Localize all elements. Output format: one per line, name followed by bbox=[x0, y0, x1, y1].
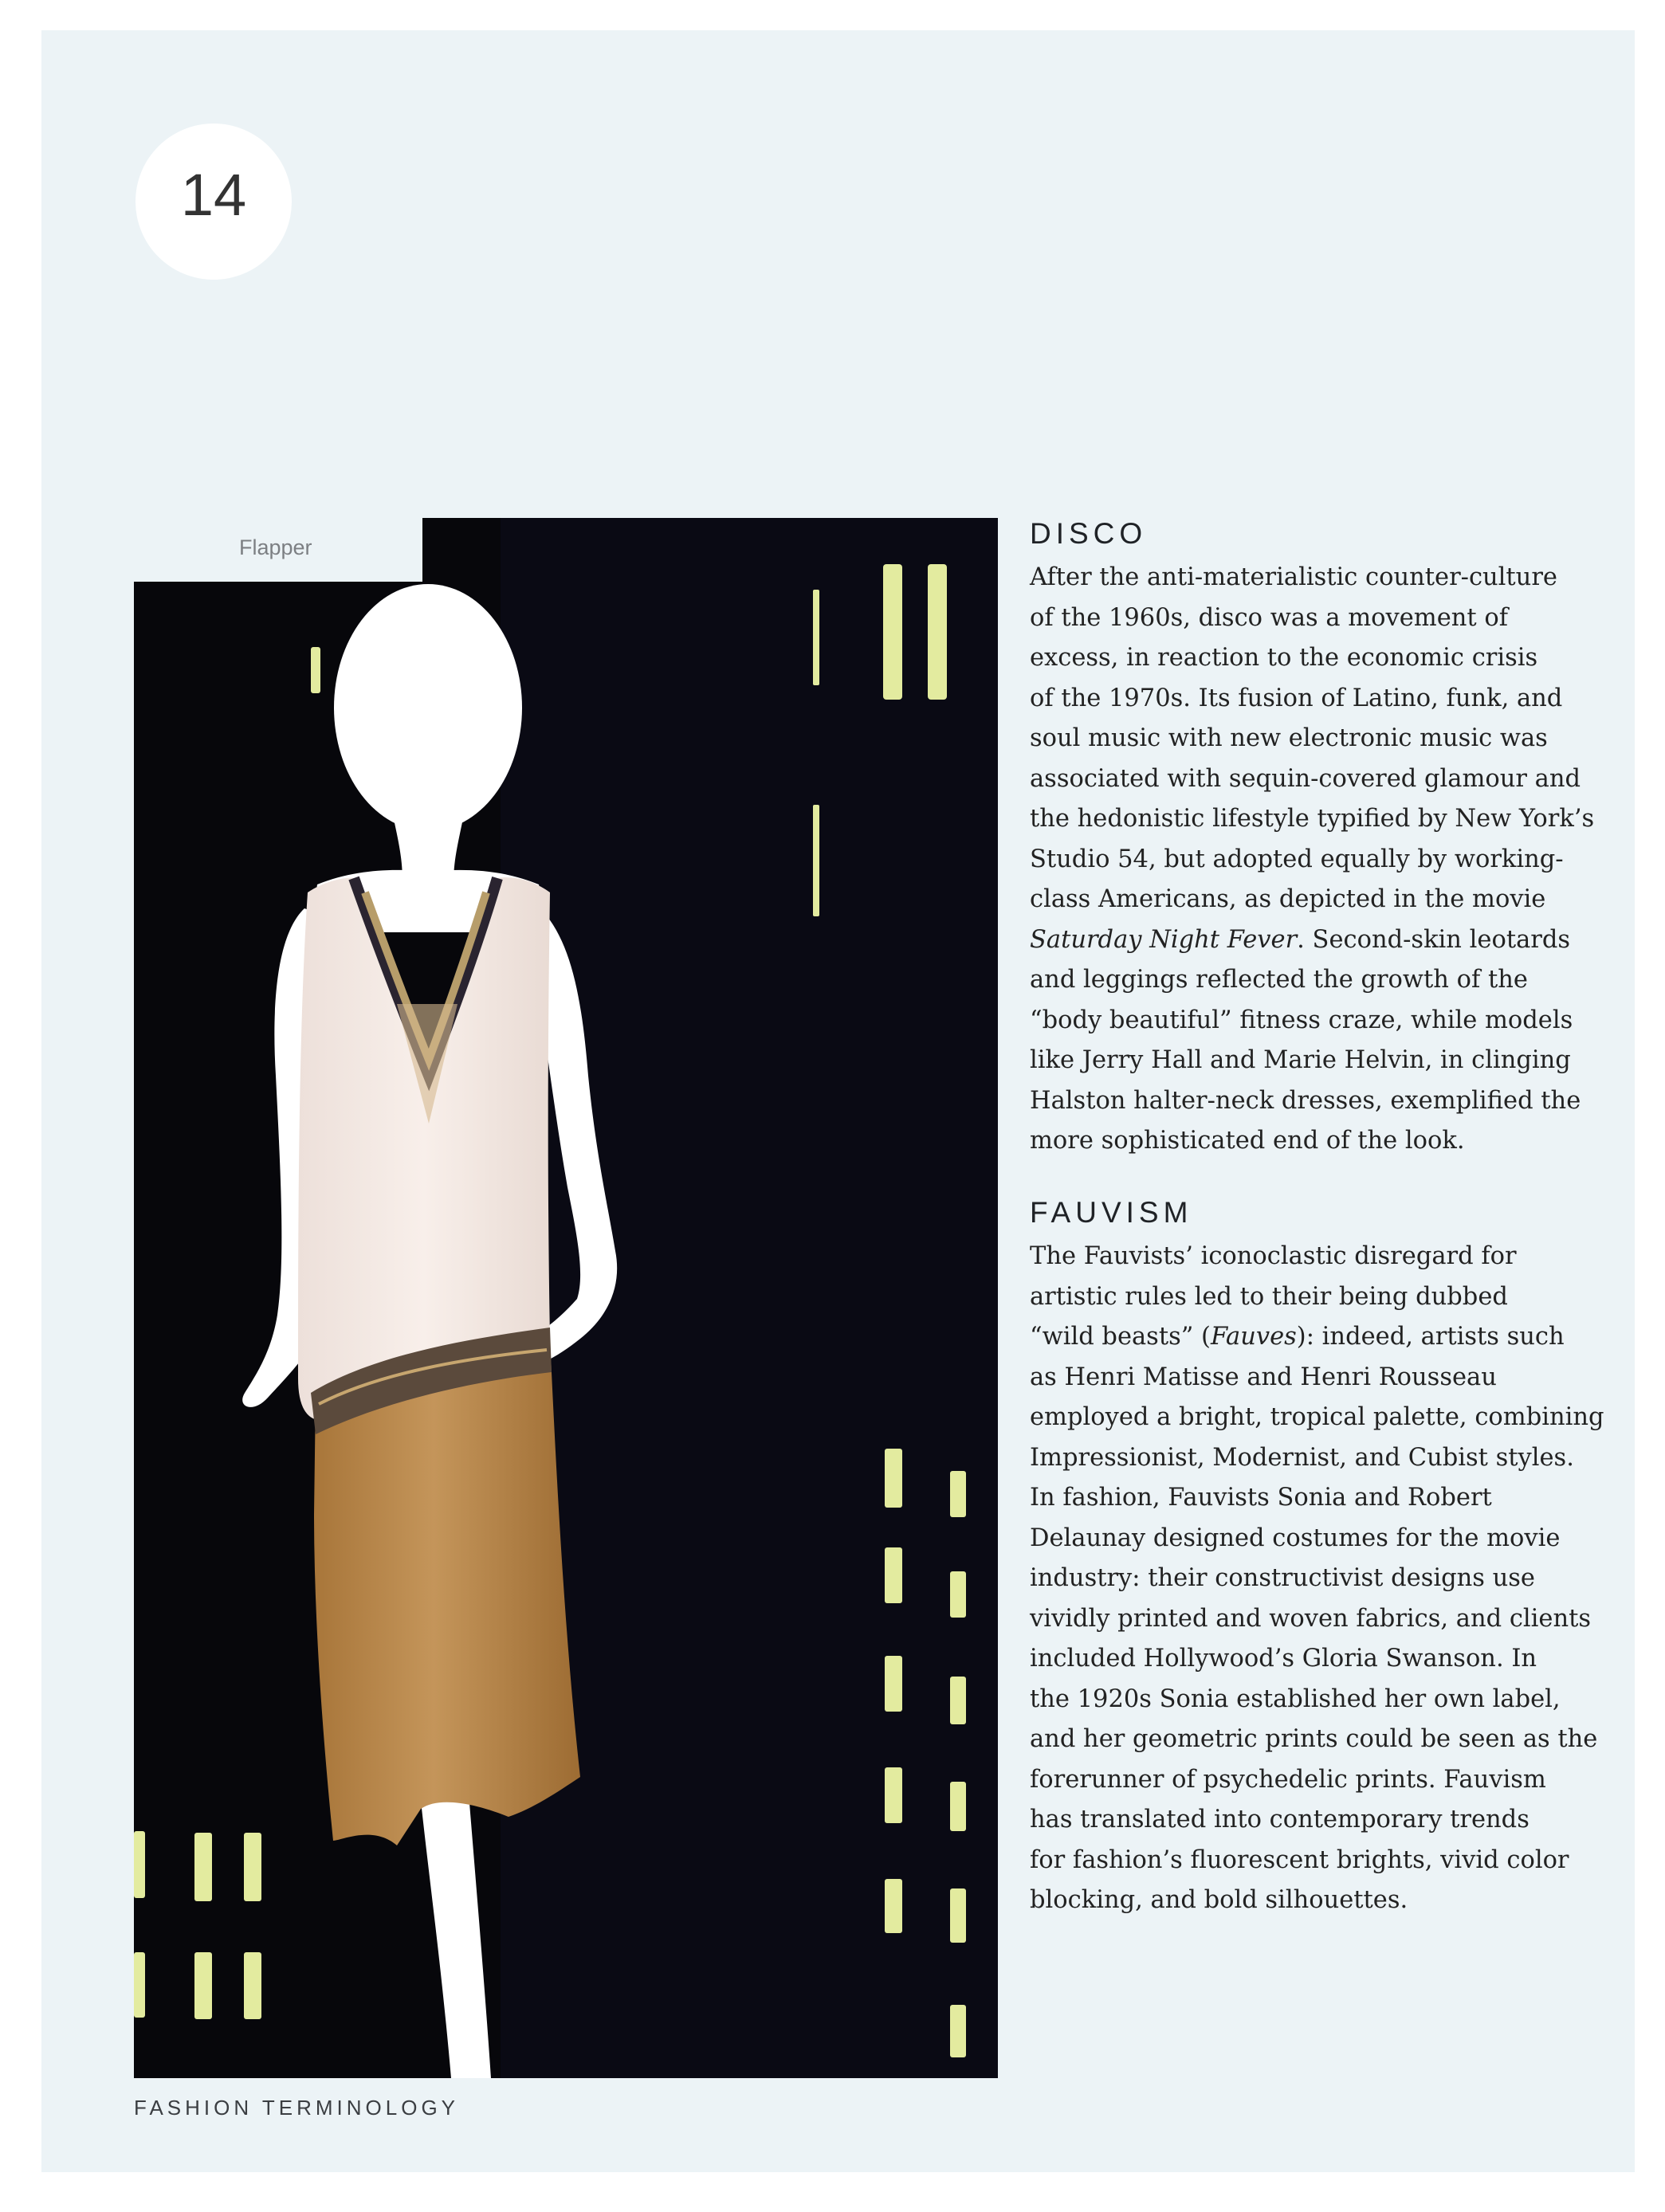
body-line: “wild beasts” (Fauves): indeed, artists such bbox=[1030, 1323, 1565, 1351]
body-line: In fashion, Fauvists Sonia and Robert bbox=[1030, 1484, 1492, 1512]
body-line: blocking, and bold silhouettes. bbox=[1030, 1886, 1408, 1915]
body-line: Saturday Night Fever. Second-skin leotards bbox=[1030, 925, 1571, 954]
body-line: industry: their constructivist designs use bbox=[1030, 1564, 1535, 1593]
photo-background-right bbox=[501, 518, 998, 2078]
body-line: of the 1960s, disco was a movement of bbox=[1030, 603, 1509, 632]
body-line: The Fauvists’ iconoclastic disregard for bbox=[1030, 1242, 1517, 1271]
body-line: After the anti-materialistic counter-culture bbox=[1030, 563, 1557, 592]
section-fauvism bbox=[1030, 1195, 1604, 1921]
body-line: artistic rules led to their being dubbed bbox=[1030, 1282, 1508, 1311]
body-line: Halston halter-neck dresses, exemplified the bbox=[1030, 1086, 1581, 1115]
body-line: employed a bright, tropical palette, combining bbox=[1030, 1403, 1604, 1432]
body-line: and leggings reflected the growth of the bbox=[1030, 966, 1528, 994]
body-line: as Henri Matisse and Henri Rousseau bbox=[1030, 1363, 1497, 1391]
body-line: vividly printed and woven fabrics, and clients bbox=[1030, 1604, 1592, 1633]
section-body bbox=[1030, 1237, 1604, 1921]
body-line: more sophisticated end of the look. bbox=[1030, 1127, 1465, 1155]
body-line: excess, in reaction to the economic crisis bbox=[1030, 644, 1538, 673]
body-line: Delaunay designed costumes for the movie bbox=[1030, 1524, 1561, 1552]
page-number: 14 bbox=[180, 162, 247, 228]
body-line: Impressionist, Modernist, and Cubist styles. bbox=[1030, 1443, 1574, 1472]
body-line: included Hollywood’s Gloria Swanson. In bbox=[1030, 1645, 1537, 1673]
body-line: forerunner of psychedelic prints. Fauvism bbox=[1030, 1765, 1546, 1794]
body-line: Studio 54, but adopted equally by working- bbox=[1030, 845, 1564, 873]
flapper-dress-photo bbox=[134, 518, 998, 2078]
body-line: and her geometric prints could be seen as the bbox=[1030, 1725, 1598, 1754]
body-line: associated with sequin-covered glamour and bbox=[1030, 764, 1581, 793]
body-line: like Jerry Hall and Marie Helvin, in clinging bbox=[1030, 1046, 1571, 1075]
body-line: of the 1970s. Its fusion of Latino, funk, and bbox=[1030, 684, 1563, 712]
body-line: soul music with new electronic music was bbox=[1030, 724, 1548, 753]
body-line: “body beautiful” fitness craze, while models bbox=[1030, 1006, 1573, 1034]
running-footer: FASHION TERMINOLOGY bbox=[134, 2096, 460, 2120]
section-body bbox=[1030, 558, 1595, 1162]
section-disco bbox=[1030, 516, 1595, 1162]
section-heading: DISCO bbox=[1030, 517, 1148, 550]
dress bbox=[298, 877, 580, 1845]
figure-caption: Flapper bbox=[239, 535, 312, 559]
body-line: has translated into contemporary trends bbox=[1030, 1806, 1530, 1834]
body-line: the hedonistic lifestyle typified by New York’s bbox=[1030, 805, 1595, 833]
section-heading: FAUVISM bbox=[1030, 1196, 1193, 1229]
body-line: the 1920s Sonia established her own label, bbox=[1030, 1684, 1561, 1713]
body-line: class Americans, as depicted in the movie bbox=[1030, 885, 1546, 914]
body-line: for fashion’s fluorescent brights, vivid color bbox=[1030, 1845, 1569, 1874]
